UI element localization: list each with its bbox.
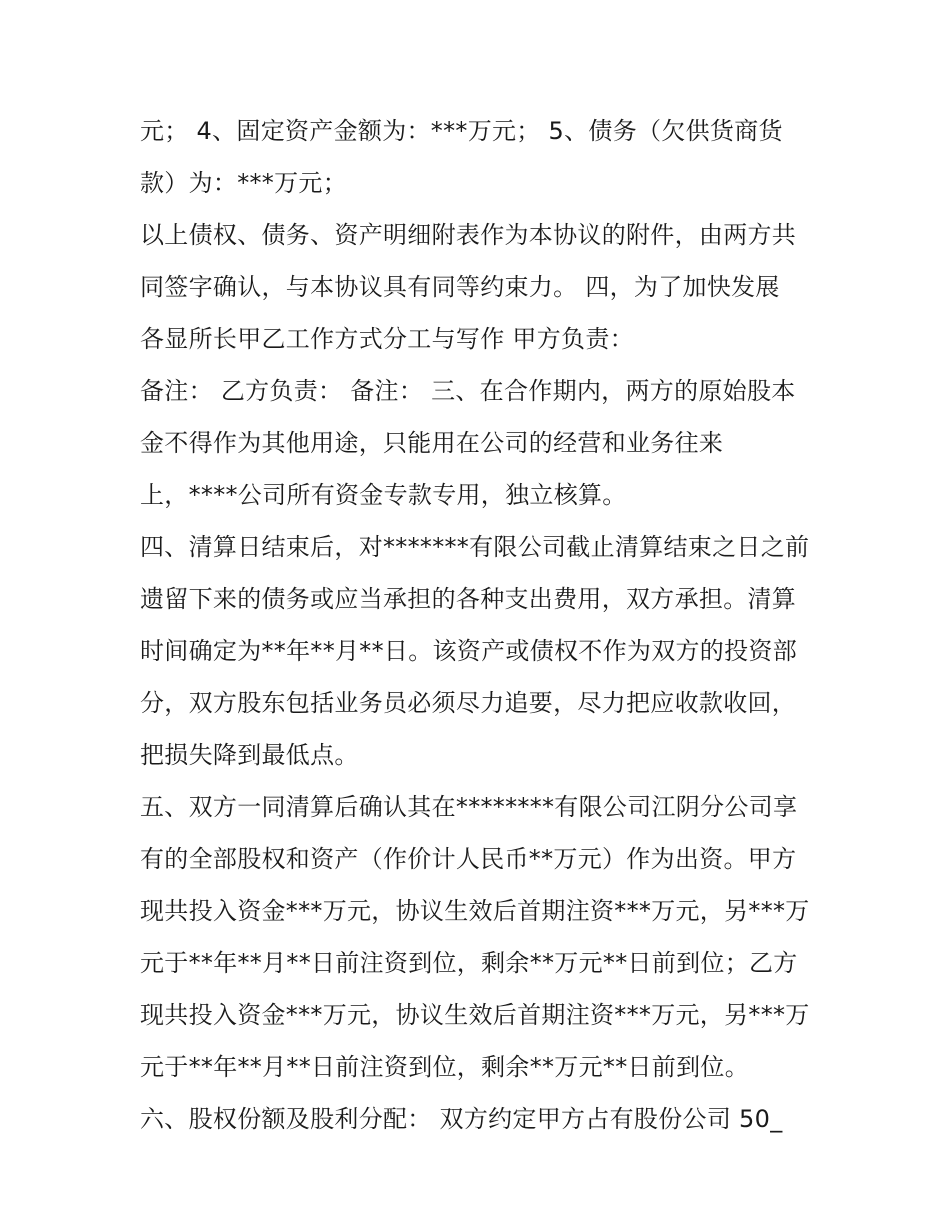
document-body: [140, 105, 820, 1145]
text-line: 现共投入资金***万元，协议生效后首期注资***万元，另***万: [140, 897, 810, 925]
text-line: 分，双方股东包括业务员必须尽力追要，尽力把应收款收回，: [140, 689, 797, 717]
text-line: 备注： 乙方负责： 备注： 三、在合作期内，两方的原始股本: [140, 377, 796, 405]
text-line: 现共投入资金***万元，协议生效后首期注资***万元，另***万: [140, 1001, 810, 1029]
text-line: 四、清算日结束后，对*******有限公司截止清算结束之日之前: [140, 533, 810, 561]
text-line: 上，****公司所有资金专款专用，独立核算。: [140, 481, 627, 509]
text-line: 有的全部股权和资产（作价计人民币**万元）作为出资。甲方: [140, 845, 797, 873]
text-line: 款）为：***万元；: [140, 169, 347, 197]
text-line: 金不得作为其他用途，只能用在公司的经营和业务往来: [140, 429, 724, 457]
text-line: 以上债权、债务、资产明细附表作为本协议的附件，由两方共: [140, 221, 797, 249]
text-line: 元于**年**月**日前注资到位，剩余**万元**日前到位；乙方: [140, 949, 798, 977]
text-line: 六、股权份额及股利分配： 双方约定甲方占有股份公司 50_: [140, 1105, 783, 1133]
text-line: 五、双方一同清算后确认其在********有限公司江阴分公司享: [140, 793, 798, 821]
text-line: 各显所长甲乙工作方式分工与写作 甲方负责：: [140, 325, 634, 353]
text-line: 时间确定为**年**月**日。该资产或债权不作为双方的投资部: [140, 637, 797, 665]
text-line: 元； 4、固定资产金额为：***万元； 5、债务（欠供货商货: [140, 117, 783, 145]
text-line: 遗留下来的债务或应当承担的各种支出费用，双方承担。清算: [140, 585, 797, 613]
text-line: 把损失降到最低点。: [140, 741, 359, 769]
text-line: 元于**年**月**日前注资到位，剩余**万元**日前到位。: [140, 1053, 749, 1081]
text-line: 同签字确认，与本协议具有同等约束力。 四，为了加快发展: [140, 273, 780, 301]
